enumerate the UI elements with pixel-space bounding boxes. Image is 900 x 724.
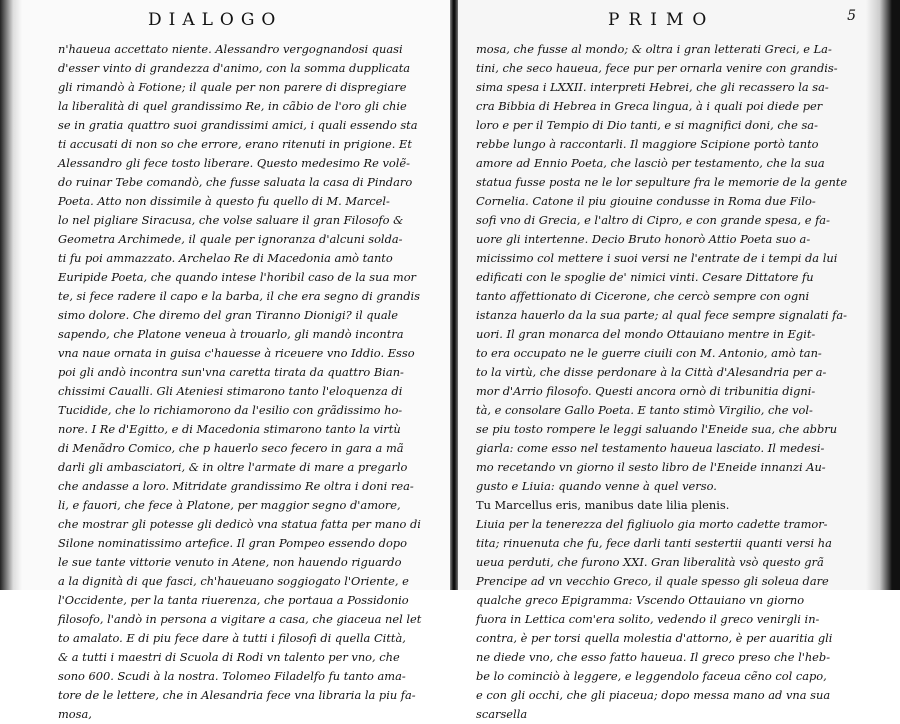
text-line: gli rimandò à Fotione; il quale per non parere di dispregiare [58, 80, 407, 94]
text-line: vna naue ornata in guisa c'hauesse à riceuere vno Iddio. Esso [58, 346, 415, 360]
text-line: sapendo, che Platone veneua à trouarlo, gli mandò incontra [58, 327, 404, 341]
text-line: gusto e Liuia: quando venne à quel verso. [476, 479, 717, 493]
text-line: tini, che seco haueua, fece pur per ornarla venire con grandis- [476, 61, 838, 75]
text-line: d'esser vinto di grandezza d'animo, con la somma dupplicata [58, 61, 411, 75]
text-line: Silone nominatissimo artefice. Il gran Pompeo essendo dopo [58, 536, 407, 550]
left-page-edge-shadow [0, 0, 22, 590]
text-line: qualche greco Epigramma: Vscendo Ottauiano vn giorno [476, 593, 805, 607]
right-page-body [476, 40, 868, 724]
text-line: & a tutti i maestri di Scuola di Rodi vn talento per vno, che [58, 650, 400, 664]
right-page [458, 0, 900, 721]
text-line: ti fu poi ammazzato. Archelao Re di Macedonia amò tanto [58, 251, 393, 265]
left-page-body [58, 40, 426, 724]
text-line: le sue tante vittorie venuto in Atene, non hauendo riguardo [58, 555, 402, 569]
text-line: tà, e consolare Gallo Poeta. E tanto stimò Virgilio, che vol- [476, 403, 813, 417]
left-running-head: DIALOGO [148, 10, 283, 30]
text-line: istanza hauerlo da la sua parte; al qual fece sempre signalati fa- [476, 308, 847, 322]
text-line: tita; rinuenuta che fu, fece darli tanti sestertii quanti versi ha [476, 536, 832, 550]
text-line: che mostrar gli potesse gli dedicò vna statua fatta per mano di [58, 517, 421, 531]
text-line: Tucidide, che lo richiamorono da l'esilio con grãdissimo ho- [58, 403, 403, 417]
text-line: cra Bibbia di Hebrea in Greca lingua, à i quali poi diede per [476, 99, 823, 113]
text-line: loro e per il Tempio di Dio tanti, e si magnifici doni, che sa- [476, 118, 818, 132]
text-line: ueua perduti, che furono XXI. Gran liberalità vsò questo grã [476, 555, 824, 569]
page-number: 5 [847, 8, 856, 24]
text-line: contra, è per torsi quella molestia d'attorno, è per auaritia gli [476, 631, 833, 645]
text-line: chissimi Caualli. Gli Ateniesi stimarono tanto l'eloquenza di [58, 384, 403, 398]
text-line: lo nel pigliare Siracusa, che volse saluare il gran Filosofo & [58, 213, 404, 227]
text-line: di Menãdro Comico, che p hauerlo seco fecero in gara a mã [58, 441, 404, 455]
text-line: l'Occidente, per la tanta riuerenza, che portaua a Possidonio [58, 593, 409, 607]
text-line: uore gli intertenne. Decio Bruto honorò Attio Poeta suo a- [476, 232, 811, 246]
text-line: te, si fece radere il capo e la barba, il che era segno di grandis [58, 289, 421, 303]
text-line: Cornelia. Catone il piu giouine condusse in Roma due Filo- [476, 194, 816, 208]
text-line: to amalato. E di piu fece dare à tutti i filosofi di quella Città, [58, 631, 406, 645]
left-page [0, 0, 450, 721]
text-line: sima spesa i LXXII. interpreti Hebrei, che gli recassero la sa- [476, 80, 829, 94]
book-gutter [450, 0, 458, 590]
text-line: micissimo col mettere i suoi versi ne l'entrate de i tempi da lui [476, 251, 838, 265]
right-running-head: PRIMO [608, 10, 716, 30]
text-line: be lo cominciò à leggere, e leggendolo faceua cẽno col capo, [476, 669, 827, 683]
text-line: do ruinar Tebe comandò, che fusse saluata la casa di Pindaro [58, 175, 413, 189]
text-line: ti accusati di non so che errore, erano ritenuti in prigione. Et [58, 137, 412, 151]
text-line: e con gli occhi, che gli piaceua; dopo messa mano ad vna sua [476, 688, 831, 702]
text-line: Liuia per la tenerezza del figliuolo gia morto cadette tramor- [476, 517, 828, 531]
text-line: Prencipe ad vn vecchio Greco, il quale spesso gli soleua dare [476, 574, 829, 588]
text-line: la liberalità di quel grandissimo Re, in cãbio de l'oro gli chie [58, 99, 407, 113]
text-line: mor d'Arrio filosofo. Questi ancora ornò di tribunitia digni- [476, 384, 816, 398]
text-line: amore ad Ennio Poeta, che lasciò per testamento, che la sua [476, 156, 825, 170]
text-line: mosa, che fusse al mondo; & oltra i gran letterati Greci, e La- [476, 42, 832, 56]
text-line: a la dignità di que fasci, ch'haueuano soggiogato l'Oriente, e [58, 574, 409, 588]
text-line: filosofo, l'andò in persona a vigitare a casa, che giaceua nel let [58, 612, 422, 626]
text-line: simo dolore. Che diremo del gran Tiranno Dionigi? il quale [58, 308, 399, 322]
text-line: che andasse a loro. Mitridate grandissimo Re oltra i doni rea- [58, 479, 414, 493]
text-line: giarla: come esso nel testamento haueua lasciato. Il medesi- [476, 441, 825, 455]
text-line: mosa, [58, 707, 92, 721]
text-line: uori. Il gran monarca del mondo Ottauiano mentre in Egit- [476, 327, 816, 341]
text-line: Euripide Poeta, che quando intese l'horibil caso de la sua mor [58, 270, 416, 284]
text-line: to era occupato ne le guerre ciuili con M. Antonio, amò tan- [476, 346, 822, 360]
right-page-edge-shadow [866, 0, 900, 590]
text-line: Geometra Archimede, il quale per ignoranza d'alcuni solda- [58, 232, 403, 246]
text-line: fuora in Lettica com'era solito, vedendo il greco venirgli in- [476, 612, 820, 626]
text-line: rebbe lungo à raccontarli. Il maggiore Scipione portò tanto [476, 137, 819, 151]
text-line: to la virtù, che disse perdonare à la Città d'Alesandria per a- [476, 365, 827, 379]
text-line: Poeta. Atto non dissimile à questo fu quello di M. Marcel- [58, 194, 390, 208]
text-line: statua fusse posta ne le lor sepulture fra le memorie de la gente [476, 175, 848, 189]
text-line: nore. I Re d'Egitto, e di Macedonia stimarono tanto la virtù [58, 422, 401, 436]
text-line: tanto affettionato di Cicerone, che cercò sempre con ogni [476, 289, 810, 303]
text-line: se piu tosto rompere le leggi saluando l'Eneide sua, che abbru [476, 422, 838, 436]
text-line: ne diede vno, che esso fatto haueua. Il greco preso che l'heb- [476, 650, 831, 664]
text-line: Alessandro gli fece tosto liberare. Questo medesimo Re volẽ- [58, 156, 410, 170]
text-line: n'haueua accettato niente. Alessandro vergognandosi quasi [58, 42, 403, 56]
text-line: li, e fauori, che fece à Platone, per maggior segno d'amore, [58, 498, 401, 512]
text-line: darli gli ambasciatori, & in oltre l'armate di mare a pregarlo [58, 460, 408, 474]
text-line: Tu Marcellus eris, manibus date lilia plenis. [476, 498, 730, 512]
text-line: mo recetando vn giorno il sesto libro de l'Eneide innanzi Au- [476, 460, 826, 474]
text-line: sono 600. Scudi à la nostra. Tolomeo Filadelfo fu tanto ama- [58, 669, 406, 683]
text-line: poi gli andò incontra sun'vna caretta tirata da quattro Bian- [58, 365, 404, 379]
text-line: tore de le lettere, che in Alesandria fece vna libraria la piu fa- [58, 688, 416, 702]
text-line: scarsella [476, 707, 528, 721]
text-line: se in gratia quattro suoi grandissimi amici, i quali essendo sta [58, 118, 418, 132]
text-line: sofi vno di Grecia, e l'altro di Cipro, e con grande spesa, e fa- [476, 213, 830, 227]
text-line: edificati con le spoglie de' nimici vinti. Cesare Dittatore fu [476, 270, 814, 284]
